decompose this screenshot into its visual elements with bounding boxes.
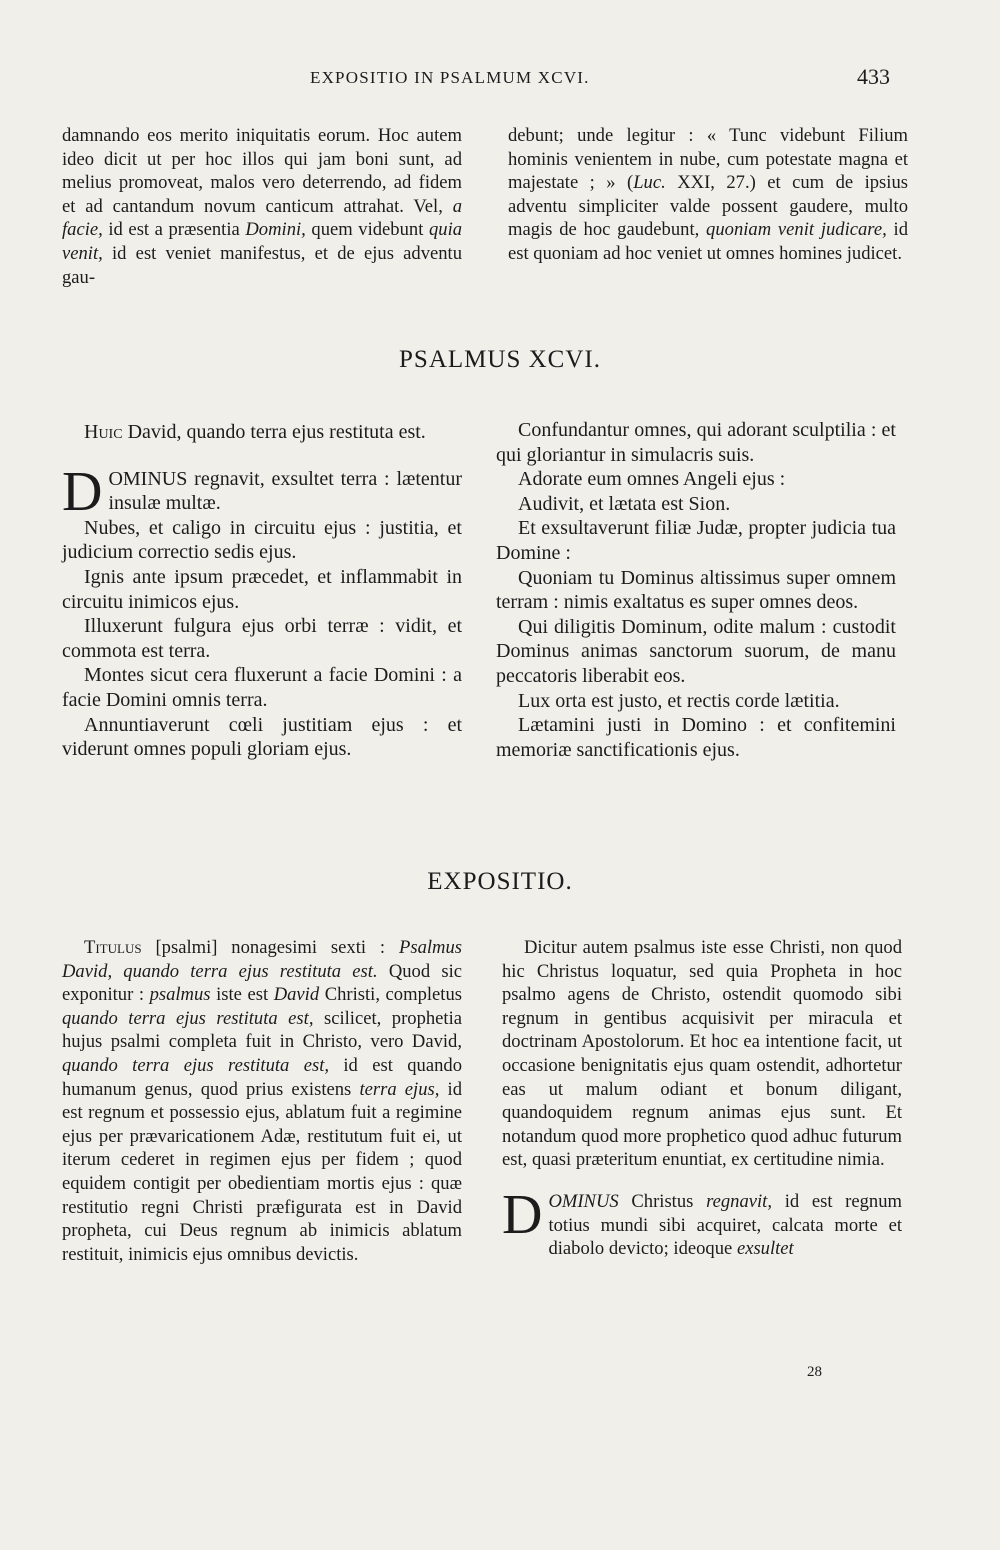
running-title: EXPOSITIO IN PSALMUM XCVI. <box>310 68 590 87</box>
psalm-verse: Annuntiaverunt cœli justitiam ejus : et viderunt omnes populi gloriam ejus. <box>62 713 462 761</box>
psalm-verse: Confundantur omnes, qui adorant sculptilia : et qui gloriantur in simulacris suis. <box>496 419 896 466</box>
psalm-left-column <box>62 420 462 762</box>
expositio-right-second-paragraph: DOMINUS Christus regnavit, id est regnum totius mundi sibi acquiret, calcata morte et diabolo devicto; ideoque exsultet <box>502 1183 902 1260</box>
psalm-verse: Adorate eum omnes Angeli ejus : <box>518 468 786 491</box>
expositio-heading: EXPOSITIO. <box>427 868 573 895</box>
psalm-verse: Lux orta est justo, et rectis corde lætitia. <box>518 689 840 712</box>
running-head <box>0 64 1000 94</box>
psalm-verse: Quoniam tu Dominus altissimus super omnem terram : nimis exaltatus es super omnes deos. <box>496 566 896 614</box>
expositio-right-paragraph: Dicitur autem psalmus iste esse Christi, non quod hic Christus loquatur, sed quia Propheta in hoc psalmo agens de Christo, ostendit quomodo sibi regnum in gentibus acquisivit per miracula et doctrinam Apostolorum. Et hoc ea intentione facit, ut occasione benignitatis ejus quam ostendit, adhortetur eas ut malum odiant et bonum diligant, quandoquidem regnum animas ejus sunt. Et notandum quod more prophetico quod adhuc futurum est, quasi præteritum enuntiat, ex certitudine nimia. <box>502 937 902 1171</box>
psalm-first-verse: DOMINUS regnavit, exsultet terra : lætentur insulæ multæ. <box>62 460 462 523</box>
top-right-paragraph: debunt; unde legitur : « Tunc videbunt Filium hominis venientem in nube, cum potestate magna et majestate ; » (Luc. XXI, 27.) et cum de ipsius adventu simpliciter valde possent gaudere, multo magis de hoc gaudebunt, quoniam venit judicare, id est quoniam ad hoc veniet ut omnes homines judicet. <box>508 125 908 264</box>
psalm-verse: Montes sicut cera fluxerunt a facie Domini : a facie Domini omnis terra. <box>62 664 462 711</box>
psalm-title: Huic David, quando terra ejus restituta est. <box>84 421 426 443</box>
page-number: 433 <box>857 64 890 89</box>
drop-cap: D <box>502 1183 543 1246</box>
psalm-verse: Audivit, et lætata est Sion. <box>518 492 731 515</box>
expositio-left-column <box>62 936 462 1266</box>
psalm-verse: Lætamini justi in Domino : et confitemini memoriæ sanctificationis ejus. <box>496 714 896 761</box>
psalm-verse: Qui diligitis Dominum, odite malum : custodit Dominus animas sanctorum suorum, de manu peccatoris liberabit eos. <box>496 615 896 687</box>
psalm-verse: Illuxerunt fulgura ejus orbi terræ : vidit, et commota est terra. <box>62 615 462 662</box>
psalm-verse: Et exsultaverunt filiæ Judæ, propter judicia tua Domine : <box>496 517 896 564</box>
signature-mark: 28 <box>807 1364 822 1380</box>
expositio-right-column <box>502 936 902 1261</box>
expositio-left-paragraph: Titulus [psalmi] nonagesimi sexti : Psalmus David, quando terra ejus restituta est. Quod sic exponitur : psalmus iste est David Christi, completus quando terra ejus restituta est, scilicet, prophetia hujus psalmi completa fuit in Christo, vero David, quando terra ejus restituta est, id est quando humanum genus, quod prius existens terra ejus, id est regnum et possessio ejus, ablatum fuit a regimine ejus per prævaricationem Adæ, restitutum fuit ei, ut iterum cederet in regimen ejus per fidem ; quod equidem contigit per obedientiam mortis ejus : quæ restitutio regni Christi præfigurata est in David propheta, cui Deus regnum ab inimicis ablatum restituit, inimicis ejus omnibus devictis. <box>62 937 463 1265</box>
top-left-column <box>62 124 462 289</box>
drop-cap: D <box>62 460 103 523</box>
psalm-right-column <box>496 418 896 762</box>
psalm-verse: Nubes, et caligo in circuitu ejus : justitia, et judicium correctio sedis ejus. <box>62 516 462 564</box>
top-left-paragraph: damnando eos merito iniquitatis eorum. Hoc autem ideo dicit ut per hoc illos qui jam boni sunt, ad melius promoveat, malos vero deterrendo, ad fidem et ad cantandum novum canticum attrahat. Vel, a facie, id est a præsentia Domini, quem videbunt quia venit, id est veniet manifestus, et de ejus adventu gau- <box>62 125 463 288</box>
psalm-heading: PSALMUS XCVI. <box>399 346 601 373</box>
psalm-verse: Ignis ante ipsum præcedet, et inflammabit in circuitu inimicos ejus. <box>62 565 462 613</box>
top-right-column <box>508 124 908 266</box>
